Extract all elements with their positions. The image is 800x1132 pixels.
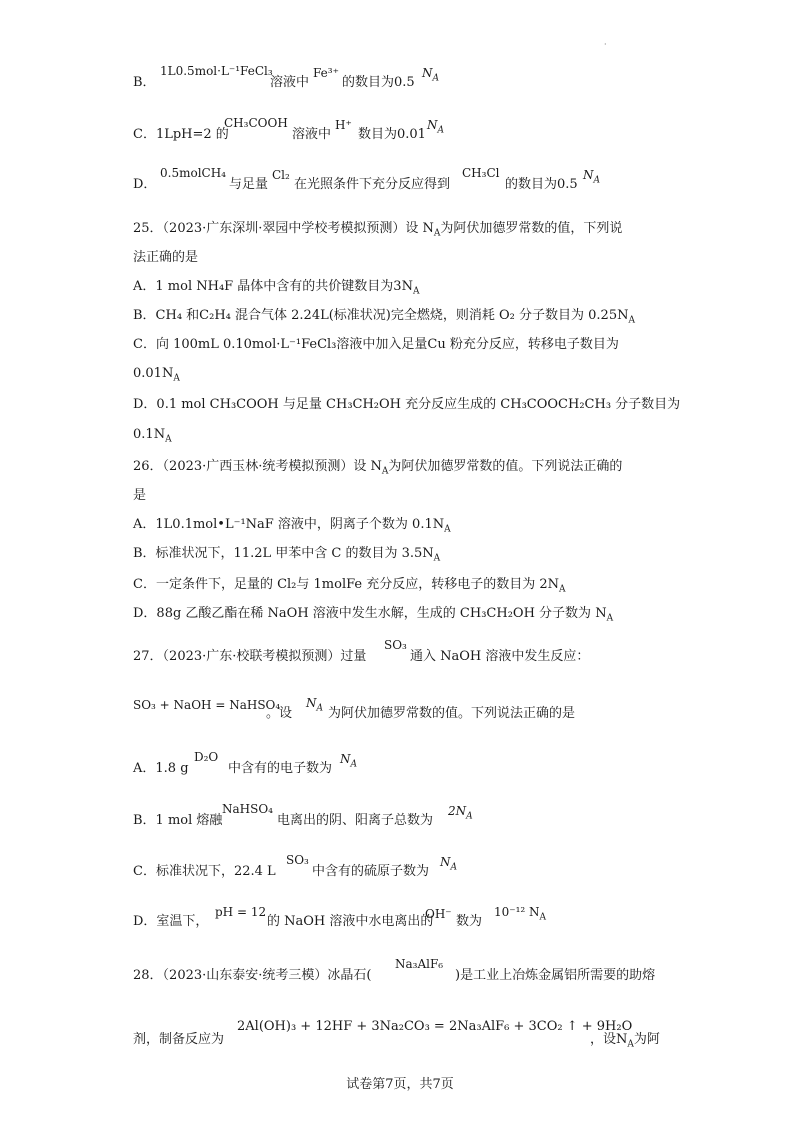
text: 与足量 bbox=[229, 177, 269, 192]
na-symbol: $N_A$ bbox=[583, 168, 600, 186]
text: 。设 bbox=[266, 706, 293, 721]
text: 的数目为0.5 bbox=[505, 177, 578, 192]
option-a: A．1 mol NH₄F 晶体中含有的共价键数目为$3N_A$ bbox=[133, 279, 420, 297]
page-mark: · bbox=[604, 40, 607, 49]
page-footer: 试卷第7页，共7页 bbox=[346, 1077, 454, 1092]
question-stem-cont: 法正确的是 bbox=[133, 250, 199, 265]
option-a: A．1.8 g bbox=[133, 761, 189, 776]
option-d: D．室温下， bbox=[133, 914, 209, 929]
option-c: C．标准状况下，22.4 L bbox=[133, 864, 276, 879]
equation: 2Al(OH)₃ + 12HF + 3Na₂CO₃ = 2Na₃AlF₆ + 3CO₂ ↑ + 9H₂O bbox=[237, 1019, 633, 1034]
formula: 1L0.5mol·L⁻¹FeCl₃ bbox=[160, 64, 273, 78]
option-b: B．1 mol 熔融 bbox=[133, 813, 223, 828]
product: CH₃Cl bbox=[462, 166, 500, 180]
formula: Na₃AlF₆ bbox=[395, 957, 444, 971]
option-label: D． bbox=[133, 177, 157, 192]
text: 电离出的阴、阳离子总数为 bbox=[277, 813, 434, 828]
formula: D₂O bbox=[194, 750, 219, 764]
option-d-cont: $0.1N_A$ bbox=[133, 427, 172, 445]
na-symbol: $N_A$ bbox=[306, 696, 323, 714]
na-symbol: $N_A$ bbox=[440, 855, 457, 873]
question-stem: 通入 NaOH 溶液中发生反应： bbox=[410, 649, 590, 664]
equation: SO₃ + NaOH = NaHSO₄ bbox=[133, 698, 281, 712]
na-symbol: $2N_A$ bbox=[448, 804, 473, 822]
na-symbol: $N_A$ bbox=[427, 118, 444, 136]
formula: SO₃ bbox=[384, 638, 407, 652]
formula: SO₃ bbox=[286, 853, 309, 867]
formula: NaHSO₄ bbox=[222, 802, 273, 816]
na-symbol: $N_A$ bbox=[340, 752, 357, 770]
option-d: D．88g 乙酸乙酯在稀 NaOH 溶液中发生水解，生成的 CH₃CH₂OH 分子数为 $N_A$ bbox=[133, 606, 614, 624]
text: 溶液中 bbox=[292, 127, 332, 142]
option-c: C．向 100mL 0.10mol·L⁻¹FeCl₃溶液中加入足量Cu 粉充分反应，转移电子数目为 bbox=[133, 337, 619, 352]
ion: Fe³⁺ bbox=[313, 66, 339, 80]
na-symbol: 10⁻¹² $N_A$ bbox=[494, 905, 547, 923]
option-b: B．CH₄ 和C₂H₄ 混合气体 2.24L(标准状况)完全燃烧，则消耗 O₂ 分子数目为 $0.25N_A$ bbox=[133, 308, 635, 326]
option-label: B． bbox=[133, 75, 156, 90]
text: 为阿伏加德罗常数的值。下列说法正确的是 bbox=[328, 706, 576, 721]
question-stem-cont: 剂，制备反应为 bbox=[133, 1032, 225, 1047]
text: 中含有的电子数为 bbox=[228, 761, 333, 776]
option-label: C．1LpH=2 的 bbox=[133, 127, 229, 142]
question-stem: )是工业上冶炼金属铝所需要的助熔 bbox=[455, 968, 656, 983]
formula: CH₃COOH bbox=[224, 116, 288, 130]
option-d: D．0.1 mol CH₃COOH 与足量 CH₃CH₂OH 充分反应生成的 CH₃COOCH₂CH₃ 分子数目为 bbox=[133, 397, 681, 412]
text: ，设$N_A$为阿 bbox=[590, 1032, 660, 1050]
text: 中含有的硫原子数为 bbox=[312, 864, 430, 879]
question-stem: 28．（2023·山东泰安·统考三模）冰晶石( bbox=[133, 968, 372, 983]
ion: H⁺ bbox=[335, 118, 352, 132]
text: 的数目为0.5 bbox=[342, 75, 415, 90]
ion: OH⁻ bbox=[425, 907, 452, 921]
text: 在光照条件下充分反应得到 bbox=[294, 177, 451, 192]
question-stem: 25．（2023·广东深圳·翠园中学校考模拟预测）设 $N_A$为阿伏加德罗常数的值，下列说 bbox=[133, 221, 623, 239]
question-stem: 26．（2023·广西玉林·统考模拟预测）设 $N_A$为阿伏加德罗常数的值。下列说法正确的 bbox=[133, 459, 623, 477]
formula: 0.5molCH₄ bbox=[160, 166, 226, 180]
reagent: Cl₂ bbox=[272, 168, 290, 182]
option-c: C．一定条件下，足量的 Cl₂与 1molFe 充分反应，转移电子的数目为 $2N_A$ bbox=[133, 577, 566, 595]
question-stem-cont: 是 bbox=[133, 488, 147, 503]
option-c-cont: $0.01N_A$ bbox=[133, 366, 180, 384]
text: 的 NaOH 溶液中水电离出的 bbox=[267, 914, 434, 929]
text: 数为 bbox=[456, 914, 483, 929]
formula: pH = 12 bbox=[215, 905, 267, 919]
question-stem: 27．（2023·广东·校联考模拟预测）过量 bbox=[133, 649, 367, 664]
text: 数目为0.01 bbox=[358, 127, 426, 142]
na-symbol: $N_A$ bbox=[422, 66, 439, 84]
option-b: B．标准状况下，11.2L 甲苯中含 C 的数目为 $3.5N_A$ bbox=[133, 546, 441, 564]
text: 溶液中 bbox=[270, 75, 310, 90]
option-a: A．1L0.1mol•L⁻¹NaF 溶液中，阴离子个数为 $0.1N_A$ bbox=[133, 517, 451, 535]
